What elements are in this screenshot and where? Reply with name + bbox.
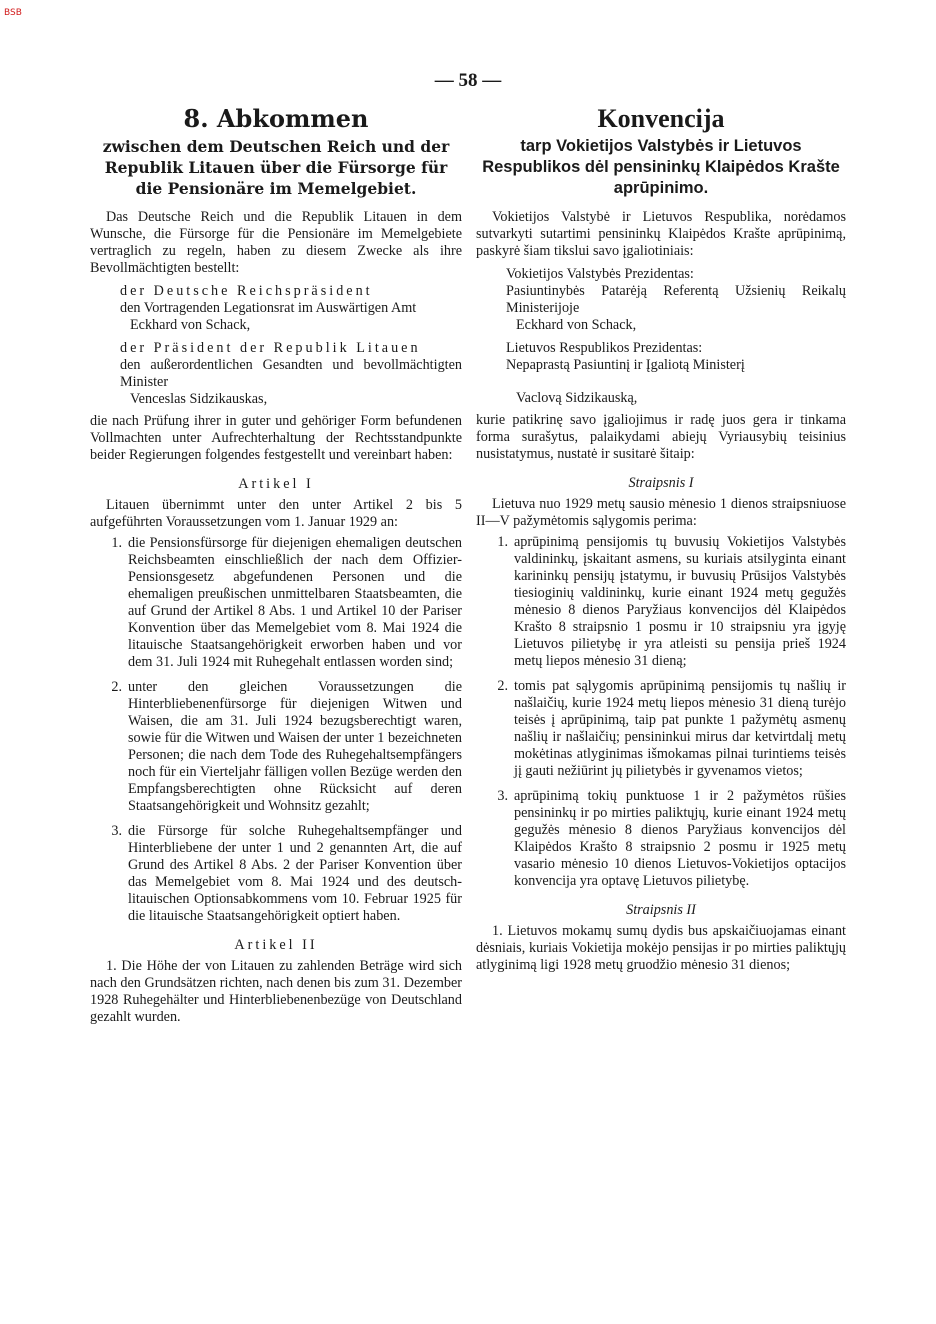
german-article-2-text: 1. Die Höhe der von Litauen zu zahlenden Beträge wird sich nach den Grundsätzen richten, nach denen bis zum 31. Dezember 1928 Ruhegehälter und Hinterbliebenenbezüge von Deutschland gezahlt wurden. [90,958,462,1025]
list-item: 1. aprūpinimą pensijomis tų buvusių Vokietijos Valstybės valdininkų, įskaitant asmens, su kuriais atsilyginta einant karininkų pensijų įstatymu, ir buvusių Prūsijos Valstybės tiesioginių valdininkų, kurie einant 1924 metų gegužės mėnesio 8 dienos Paryžiaus konvencijos dėl Klaipėdos Krašto 8 straipsnio 1 posmu ir 10 straipsniu yra įgyję Lietuvos pilietybę ir yra atleisti su pensija prieš 1924 metų liepos mėnesio 31 dieną; [497,534,846,669]
lithuanian-article-1-list [476,534,846,890]
german-plenipotentiary-1-name: Eckhard von Schack, [130,317,251,333]
german-article-1-title: Artikel I [238,476,314,492]
list-item: 2. unter den gleichen Voraussetzungen die Hinterbliebenenfürsorge für diejenigen Witwen und Waisen, die am 31. Juli 1924 bezugsberechtigt waren, sowie für die Witwen und Waisen der unter 1 bezeichneten Personen; die nach dem Tode des Ruhegehaltsempfängers noch für ein Vierteljahr fälligen vollen Bezüge werden den Empfangsberechtigten ohne Rücksicht auf deren Staatsangehörigkeit und Wohnsitz gezahlt; [111,679,462,814]
lithuanian-plenipotentiary-1-role: Pasiuntinybės Patarėją Referentą Užsienių Reikalų Ministerijoje [506,283,846,316]
lithuanian-plenipotentiary-2-head: Lietuvos Respublikos Prezidentas: [506,340,703,356]
lithuanian-title: Konvencija [597,104,725,133]
lithuanian-plenipotentiary-1-name: Eckhard von Schack, [516,317,637,333]
lithuanian-intro: Vokietijos Valstybė ir Lietuvos Respublika, norėdamos sutvarkyti sutartimi pensininkų Klaipėdos Krašte aprūpinimą, paskyrė šiam tikslui savo įgaliotiniais: [476,209,846,259]
german-title: 8. Abkommen [183,104,369,133]
lithuanian-article-1-title: Straipsnis I [628,475,694,491]
lithuanian-subtitle: tarp Vokietijos Valstybės ir Lietuvos Respublikos dėl pensininkų Klaipėdos Krašte aprūpinimo. [482,137,840,197]
lithuanian-plenipotentiary-2-name: Vaclovą Sidzikauską, [516,390,638,406]
german-article-2-title: Artikel II [234,937,318,953]
lithuanian-closing: kurie patikrinę savo įgaliojimus ir radę juos gera ir tinkama forma surašytus, palaikydami abiejų Vyriausybių teisinius nusistatymus, nustatė ir susitarė šitaip: [476,412,846,462]
lithuanian-article-2-text: 1. Lietuvos mokamų sumų dydis bus apskaičiuojamas einant dėsniais, kuriais Vokietija mokėjo pensijas ir po mirties paliktųjų atlyginimą ligi 1928 metų gruodžio mėnesio 31 dienos; [476,923,846,973]
german-column [90,104,462,1026]
german-plenipotentiary-1-role: den Vortragenden Legationsrat im Auswärtigen Amt [120,300,417,316]
list-item: 3. aprūpinimą tokių punktuose 1 ir 2 pažymėtos rūšies pensininkų ir po mirties paliktųjų, kurie einant 1924 metų gegužės mėnesio 8 dienos Paryžiaus konvencijos dėl Klaipėdos Krašto 8 straipsnio 2 posmu ir 1925 metų vasario mėnesio 10 dienos Lietuvos-Vokietijos optacijos konvencija yra optavę Lietuvos pilietybę. [497,788,846,889]
list-item: 1. die Pensionsfürsorge für diejenigen ehemaligen deutschen Reichsbeamten einschließlich der nach dem Offizier-Pensionsgesetz abgefundenen Personen und die ehemaligen preußischen unmittelbaren Staatsbeamten, die auf Grund der Artikel 8 Abs. 1 und Artikel 10 der Pariser Konvention über das Memelgebiet vom 8. Mai 1924 die litauische Staatsangehörigkeit erworben haben und vor dem 31. Juli 1924 mit Ruhegehalt entlassen worden sind; [111,535,462,670]
german-subtitle: zwischen dem Deutschen Reich und der Republik Litauen über die Fürsorge für die Pensionäre im Memelgebiet. [102,137,450,198]
german-plenipotentiary-1-head: der Deutsche Reichspräsident [120,283,373,299]
german-plenipotentiary-2-head: der Präsident der Republik Litauen [120,340,421,356]
library-stamp: BSB [4,8,22,18]
page-number: — 58 — [434,70,502,91]
lithuanian-plenipotentiary-1-head: Vokietijos Valstybės Prezidentas: [506,266,694,282]
german-intro: Das Deutsche Reich und die Republik Litauen in dem Wunsche, die Fürsorge für die Pensionäre im Memelgebiete vertraglich zu regeln, haben zu diesem Zwecke als ihre Bevollmächtigten bestellt: [90,209,462,276]
german-plenipotentiary-2-name: Venceslas Sidzikauskas, [130,391,268,407]
lithuanian-article-2-title: Straipsnis II [626,902,696,918]
list-item: 2. tomis pat sąlygomis aprūpinimą pensijomis tų našlių ir našlaičių, kurie 1924 metų liepos mėnesio 31 dieną turėjo teisės į aprūpinimą, taip pat punkte 1 pažymėtų asmenų našlių ir našlaičių; pensininkui mirus dar ketvirtdalį metų mokėtinas atlyginimas išmokamas pilnai turintiems teisės jį gauti nežiūrint jų pilietybės ir gyvenamos vietos; [497,678,846,779]
german-closing: die nach Prüfung ihrer in guter und gehöriger Form befundenen Vollmachten unter Aufrechterhaltung der Rechtsstandpunkte beider Regierungen folgendes festgestellt und vereinbart haben: [90,413,462,463]
lithuanian-column [476,104,846,974]
list-item: 3. die Fürsorge für solche Ruhegehaltsempfänger und Hinterbliebene der unter 1 und 2 genannten Art, die auf Grund des Artikel 8 Abs. 2 der Pariser Konvention über das Memelgebiet vom 8. Mai 1924 und des deutsch-litauischen Optionsabkommens vom 10. Februar 1925 für die litauische Staatsangehörigkeit optiert haben. [111,823,462,924]
german-article-1-intro: Litauen übernimmt unter den unter Artikel 2 bis 5 aufgeführten Voraussetzungen vom 1. Januar 1929 an: [90,497,462,530]
lithuanian-plenipotentiary-2-role: Nepaprastą Pasiuntinį ir Įgaliotą Ministerį [506,357,745,373]
lithuanian-article-1-intro: Lietuva nuo 1929 metų sausio mėnesio 1 dienos straipsniuose II—V pažymėtomis sąlygomis perima: [476,496,846,529]
german-plenipotentiary-2-role: den außerordentlichen Gesandten und bevollmächtigten Minister [120,357,462,390]
german-article-1-list [90,535,462,925]
